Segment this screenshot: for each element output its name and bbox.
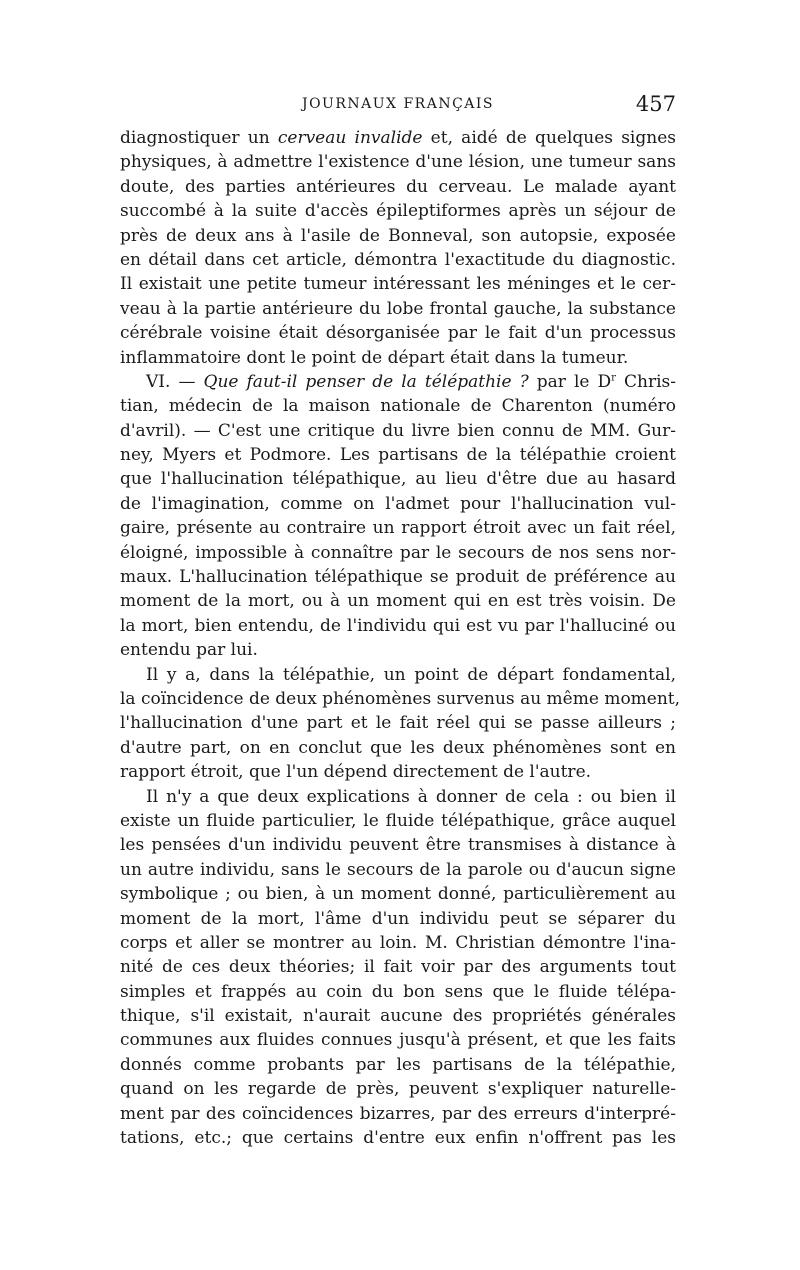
text-segment: symbolique ; ou bien, à un moment donné, particulièrement au xyxy=(120,884,676,905)
text-segment: quand on les regarde de près, peuvent s'expliquer naturelle- xyxy=(120,1079,676,1100)
text-segment: que l'hallucination télépathique, au lieu d'être due au hasard xyxy=(120,469,676,490)
text-line xyxy=(120,809,676,833)
text-line xyxy=(120,467,676,491)
text-line xyxy=(120,541,676,565)
text-segment: nité de ces deux théories; il fait voir par des arguments tout xyxy=(120,957,676,978)
text-line xyxy=(120,346,676,370)
text-segment: corps et aller se montrer au loin. M. Christian démontre l'ina- xyxy=(120,932,676,953)
text-line xyxy=(120,248,676,272)
text-line xyxy=(120,199,676,223)
text-segment: doute, des parties antérieures du cerveau. Le malade ayant xyxy=(120,176,676,197)
text-line xyxy=(120,126,676,150)
text-segment: rapport étroit, que l'un dépend directement de l'autre. xyxy=(120,762,592,783)
text-line xyxy=(120,638,676,662)
text-segment: entendu par lui. xyxy=(120,640,258,661)
text-segment: les pensées d'un individu peuvent être transmises à distance à xyxy=(120,835,676,856)
text-segment: ney, Myers et Podmore. Les partisans de la télépathie croient xyxy=(120,445,676,466)
text-line xyxy=(120,1053,676,1077)
italic-text: Que faut-il penser de la télépathie ? xyxy=(203,371,529,392)
running-title: JOURNAUX FRANÇAIS xyxy=(301,96,495,112)
text-line xyxy=(120,297,676,321)
text-segment: existe un fluide particulier, le fluide télépathique, grâce auquel xyxy=(120,810,676,831)
text-segment: par le D xyxy=(528,371,612,392)
text-segment: moment de la mort, ou à un moment qui en est très voisin. De xyxy=(120,591,676,612)
text-segment: Chris- xyxy=(615,371,676,392)
text-segment: d'autre part, on en conclut que les deux phénomènes sont en xyxy=(120,737,676,758)
text-line xyxy=(120,419,676,443)
text-line xyxy=(120,736,676,760)
text-segment: moment de la mort, l'âme d'un individu peut se séparer du xyxy=(120,908,676,929)
text-line xyxy=(120,711,676,735)
text-segment: cérébrale voisine était désorganisée par le fait d'un processus xyxy=(120,323,676,344)
text-segment: veau à la partie antérieure du lobe frontal gauche, la substance xyxy=(120,298,676,319)
text-line xyxy=(120,1028,676,1052)
body-text xyxy=(120,126,681,1150)
text-segment: physiques, à admettre l'existence d'une lésion, une tumeur sans xyxy=(120,152,676,173)
text-segment: de l'imagination, comme on l'admet pour l'hallucination vul- xyxy=(120,493,676,514)
text-line xyxy=(120,443,676,467)
italic-text: cerveau invalide xyxy=(277,128,423,148)
text-line xyxy=(120,931,676,955)
text-line xyxy=(120,516,676,540)
text-line xyxy=(120,1102,676,1126)
text-line xyxy=(120,980,676,1004)
text-line xyxy=(120,760,676,784)
page-number: 457 xyxy=(635,92,676,116)
text-segment: tations, etc.; que certains d'entre eux enfin n'offrent pas les xyxy=(120,1128,676,1149)
text-line xyxy=(120,565,676,589)
text-line xyxy=(120,907,676,931)
text-line xyxy=(120,858,676,882)
text-line xyxy=(120,272,676,296)
text-line xyxy=(120,1004,676,1028)
text-line xyxy=(120,785,676,809)
text-segment: Il n'y a que deux explications à donner de cela : ou bien il xyxy=(146,786,676,807)
text-segment: maux. L'hallucination télépathique se produit de préférence au xyxy=(120,567,676,588)
text-segment: gaire, présente au contraire un rapport étroit avec un fait réel, xyxy=(120,518,676,539)
text-segment: simples et frappés au coin du bon sens que le fluide télépa- xyxy=(120,981,676,1002)
text-line xyxy=(120,175,676,199)
text-segment: la mort, bien entendu, de l'individu qui est vu par l'halluciné ou xyxy=(120,615,676,636)
superscript-text: r xyxy=(611,372,616,384)
text-segment: l'hallucination d'une part et le fait réel qui se passe ailleurs ; xyxy=(120,713,676,734)
text-line xyxy=(120,589,676,613)
text-segment: diagnostiquer un xyxy=(120,128,278,148)
text-line xyxy=(120,882,676,906)
text-segment: Il existait une petite tumeur intéressant les méninges et le cer- xyxy=(120,274,676,295)
text-line xyxy=(120,833,676,857)
text-segment: inflammatoire dont le point de départ était dans la tumeur. xyxy=(120,347,629,368)
text-line xyxy=(120,1077,676,1101)
running-header xyxy=(120,92,676,122)
text-segment: donnés comme probants par les partisans de la télépathie, xyxy=(120,1054,676,1075)
text-line xyxy=(120,614,676,638)
text-segment: d'avril). — C'est une critique du livre bien connu de MM. Gur- xyxy=(120,420,676,441)
text-segment: succombé à la suite d'accès épileptiformes après un séjour de xyxy=(120,201,676,222)
text-line xyxy=(120,394,676,418)
text-segment: éloigné, impossible à connaître par le secours de nos sens nor- xyxy=(120,542,676,563)
text-line xyxy=(120,321,676,345)
text-segment: près de deux ans à l'asile de Bonneval, son autopsie, exposée xyxy=(120,225,676,246)
text-line xyxy=(120,663,676,687)
text-line xyxy=(120,224,676,248)
text-segment: en détail dans cet article, démontra l'exactitude du diagnostic. xyxy=(120,249,676,270)
text-line xyxy=(120,955,676,979)
text-segment: la coïncidence de deux phénomènes survenus au même moment, xyxy=(120,688,681,709)
text-segment: un autre individu, sans le secours de la parole ou d'aucun signe xyxy=(120,859,676,880)
text-segment: et, aidé de quelques signes xyxy=(422,128,676,148)
text-line xyxy=(120,687,681,711)
text-line xyxy=(120,492,676,516)
text-segment: VI. — xyxy=(146,371,204,392)
text-segment: tian, médecin de la maison nationale de Charenton (numéro xyxy=(120,396,676,417)
text-segment: thique, s'il existait, n'aurait aucune des propriétés générales xyxy=(120,1006,676,1027)
text-segment: ment par des coïncidences bizarres, par des erreurs d'interpré- xyxy=(120,1103,676,1124)
text-line xyxy=(120,150,676,174)
text-line xyxy=(120,370,676,394)
text-segment: Il y a, dans la télépathie, un point de départ fondamental, xyxy=(146,664,676,685)
text-segment: communes aux fluides connues jusqu'à présent, et que les faits xyxy=(120,1030,676,1051)
text-line xyxy=(120,1126,676,1150)
